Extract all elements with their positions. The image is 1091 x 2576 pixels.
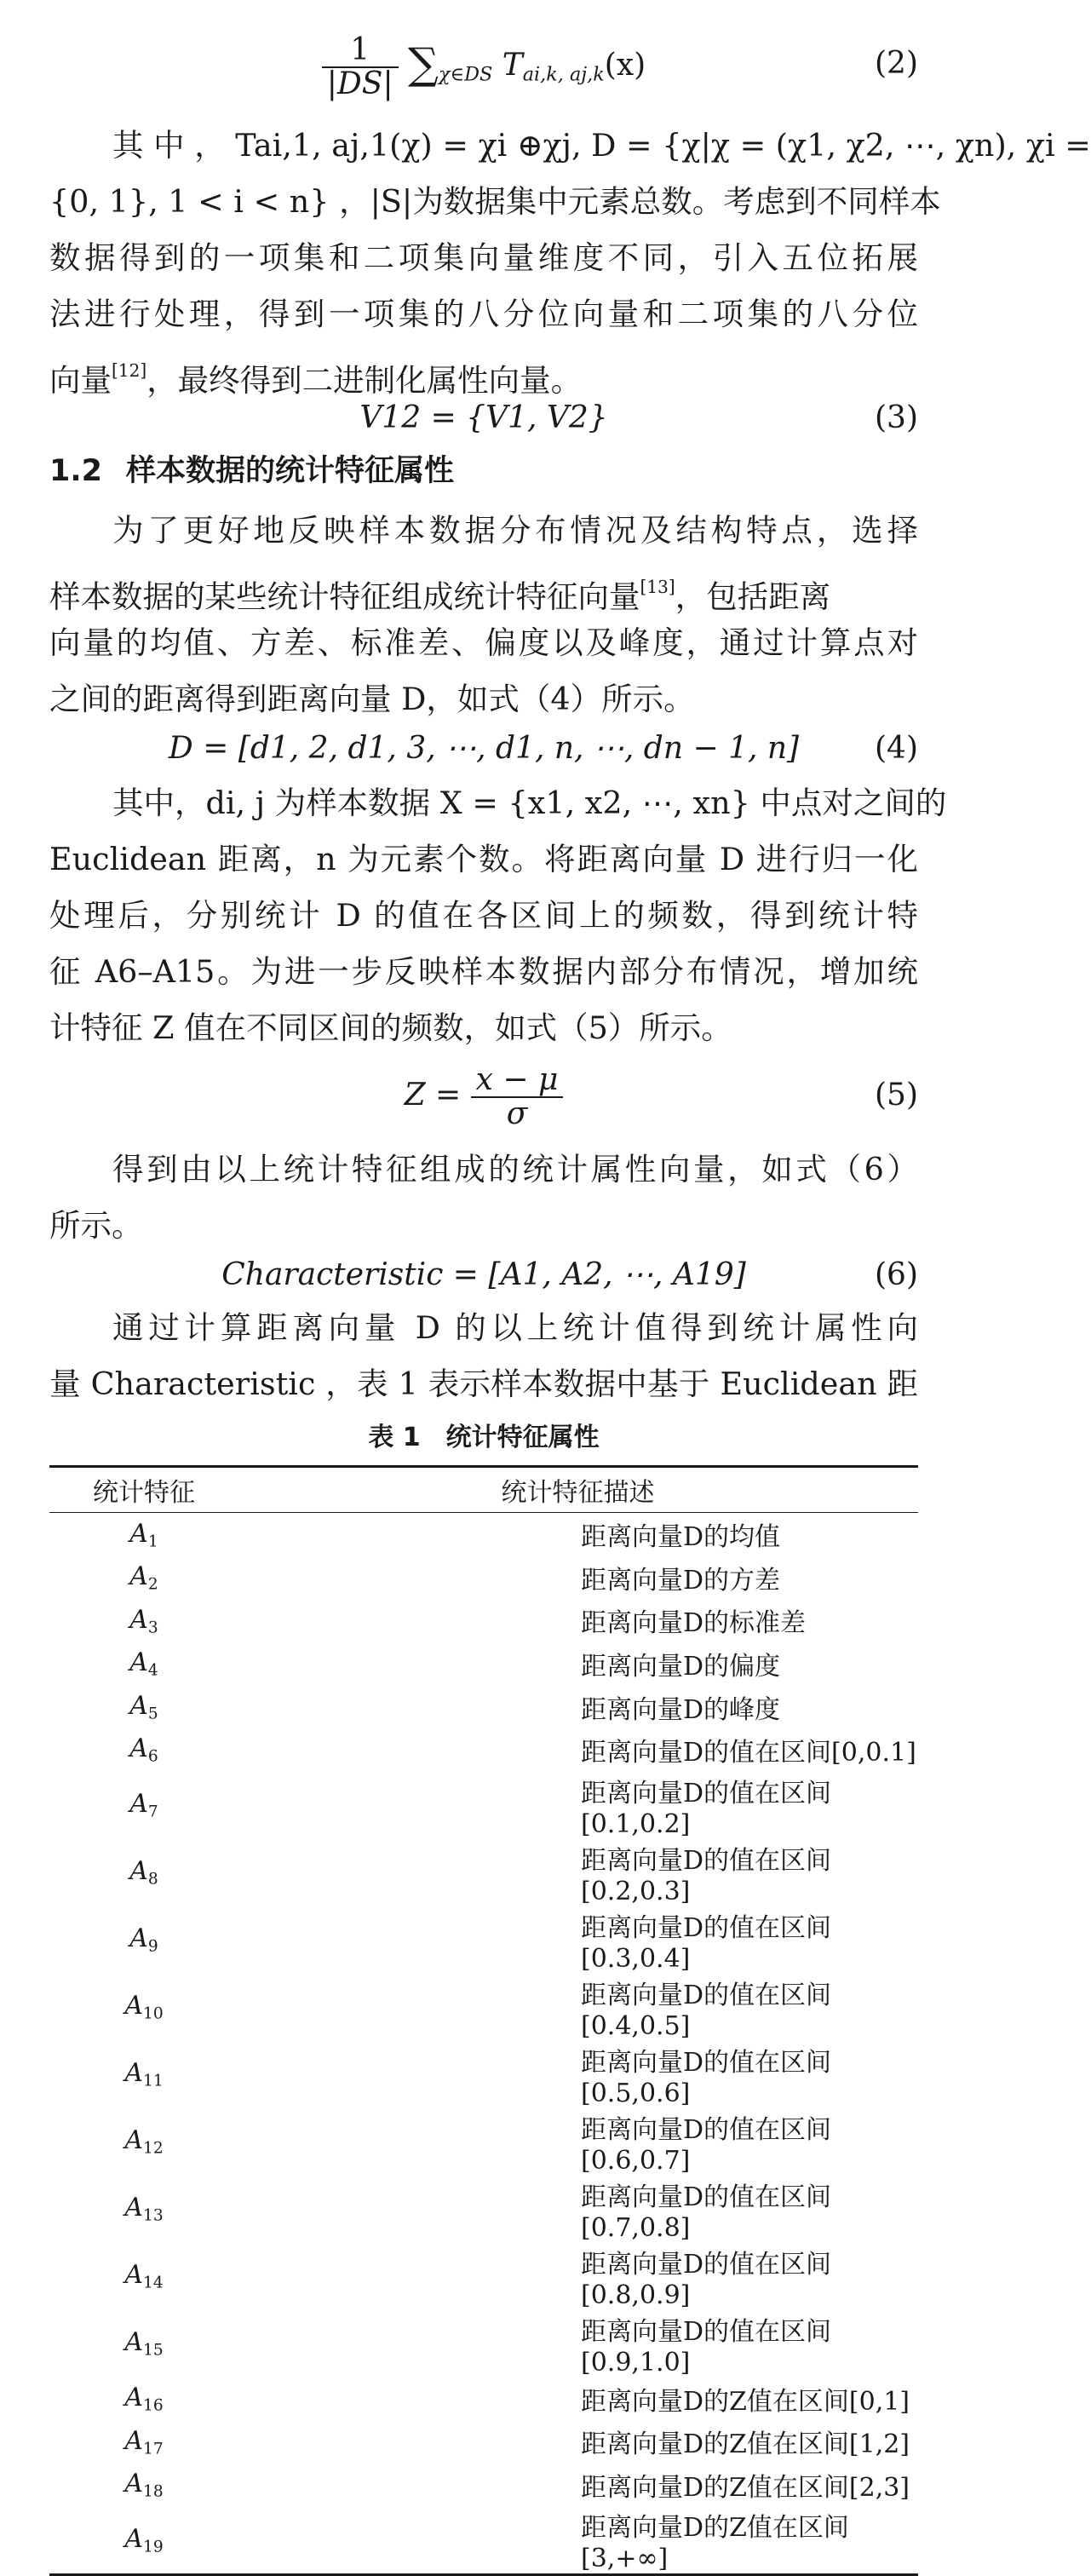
table-row [49, 1685, 918, 1728]
table-body [49, 1513, 918, 2575]
feature-symbol: $A_{17}$ [124, 2425, 164, 2458]
equation-6-body: Characteristic = [A1, A2, ⋯, A19] [221, 1257, 746, 1292]
para2-line3: 向量的均值、方差、标准差、偏度以及峰度，通过计算点对 [49, 624, 918, 661]
table-caption [49, 1414, 918, 1462]
feature-description: 距离向量D的Z值在区间[1,2] [581, 2429, 910, 2460]
fraction-numerator: x − μ [475, 1062, 559, 1098]
para1-line1: 其 中 ， Tai,1, aj,1(χ) = χi ⊕χj, D = {χ|χ = (χ1, χ2, ⋯, χn), χi = [112, 127, 1091, 164]
table-row [49, 1974, 918, 2041]
para3-line3: 处理后，分别统计 D 的值在各区间上的频数，得到统计特 [49, 897, 918, 934]
fraction-numerator: 1 [350, 32, 370, 68]
feature-symbol: $A_8$ [129, 1856, 158, 1889]
equation-6 [49, 1245, 918, 1305]
para2-line2-post: ，包括距离 [675, 578, 831, 616]
para4-line2: 所示。 [49, 1207, 143, 1244]
equation-5-number: (5) [875, 1078, 918, 1113]
feature-description: 距离向量D的方差 [581, 1565, 781, 1596]
para1-line5-pre: 向量 [49, 362, 112, 400]
para3-line1: 其中，di, j 为样本数据 X = {x1, x2, ⋯, xn} 中点对之间的 [112, 785, 947, 821]
table-row [49, 2243, 918, 2310]
equation-2 [49, 17, 918, 111]
table-caption-label: 表 1 [368, 1423, 421, 1452]
term-subscript: ai,k, aj,k [522, 63, 605, 86]
table-row [49, 2506, 918, 2575]
para1-line3: 数据得到的一项集和二项集向量维度不同，引入五位拓展 [49, 239, 918, 276]
feature-description: 距离向量D的值在区间[0,0.1] [581, 1738, 916, 1768]
section-heading [49, 443, 918, 499]
feature-description: 距离向量D的峰度 [581, 1694, 781, 1725]
para2-line2 [49, 559, 918, 615]
table-header-row [49, 1467, 918, 1513]
table-row [49, 1513, 918, 1556]
table-row [49, 2176, 918, 2243]
feature-description: 距离向量D的均值 [581, 1522, 781, 1553]
summation-subscript: χ∈DS [439, 63, 493, 86]
equation-2-body [49, 17, 918, 122]
equation-4 [49, 719, 918, 779]
feature-description: 距离向量D的值在区间[0.8,0.9] [581, 2249, 832, 2310]
feature-symbol: $A_{10}$ [124, 1991, 164, 2023]
para5-line2: 量 Characteristic ，表 1 表示样本数据中基于 Euclidean 距 [49, 1366, 918, 1402]
feature-description: 距离向量D的标准差 [581, 1608, 807, 1639]
equation-5-body [49, 1053, 918, 1138]
feature-description: 距离向量D的值在区间[0.9,1.0] [581, 2316, 832, 2378]
table-row [49, 2310, 918, 2378]
term-argument: (x) [604, 47, 646, 83]
feature-symbol: $A_4$ [129, 1647, 158, 1680]
equation-4-body: D = [d1, 2, d1, 3, ⋯, d1, n, ⋯, dn − 1, n] [168, 731, 800, 766]
para1-line4: 法进行处理，得到一项集的八分位向量和二项集的八分位 [49, 296, 918, 332]
table-row [49, 1556, 918, 1600]
feature-description: 距离向量D的值在区间[0.5,0.6] [581, 2047, 832, 2108]
feature-symbol: $A_9$ [129, 1923, 158, 1956]
section-title: 样本数据的统计特征属性 [126, 454, 455, 488]
feature-symbol: $A_{15}$ [124, 2327, 164, 2360]
feature-description: 距离向量D的值在区间[0.6,0.7] [581, 2114, 832, 2176]
summation-sign: ∑ [408, 38, 439, 89]
table-row [49, 2108, 918, 2176]
feature-description: 距离向量D的Z值在区间[2,3] [581, 2473, 910, 2504]
para5-line1: 通过计算距离向量 D 的以上统计值得到统计属性向 [112, 1309, 918, 1346]
para3-line2: Euclidean 距离，n 为元素个数。将距离向量 D 进行归一化 [49, 841, 918, 877]
table-header-feature: 统计特征 [93, 1478, 195, 1508]
feature-symbol: $A_{14}$ [124, 2260, 164, 2292]
feature-symbol: $A_{19}$ [124, 2524, 164, 2556]
feature-symbol: $A_{12}$ [124, 2125, 164, 2158]
feature-symbol: $A_2$ [129, 1561, 158, 1594]
fraction-denominator: σ [471, 1096, 564, 1130]
equation-6-number: (6) [875, 1257, 918, 1292]
equation-5-lhs: Z = [404, 1078, 462, 1113]
term-symbol: T [502, 47, 523, 83]
table-caption-title: 统计特征属性 [445, 1423, 600, 1452]
equation-5 [49, 1053, 918, 1138]
section-number: 1.2 [49, 454, 103, 488]
statistics-table [49, 1465, 918, 2576]
table-header-description: 统计特征描述 [501, 1478, 655, 1508]
para2-line4: 之间的距离得到距离向量 D，如式（4）所示。 [49, 681, 695, 717]
reference-13: [13] [640, 577, 675, 597]
para1-line5-post: ，最终得到二进制化属性向量。 [146, 362, 583, 400]
table-row [49, 1839, 918, 1906]
table-row [49, 2464, 918, 2507]
feature-symbol: $A_1$ [129, 1518, 158, 1551]
table-row [49, 2420, 918, 2464]
feature-symbol: $A_{11}$ [124, 2058, 164, 2090]
equation-4-number: (4) [875, 731, 918, 766]
feature-symbol: $A_{16}$ [124, 2383, 164, 2415]
feature-symbol: $A_{13}$ [124, 2193, 164, 2225]
feature-description: 距离向量D的Z值在区间[0,1] [581, 2386, 910, 2417]
feature-description: 距离向量D的值在区间[0.7,0.8] [581, 2182, 832, 2243]
table-row [49, 1642, 918, 1686]
feature-description: 距离向量D的值在区间[0.2,0.3] [581, 1845, 832, 1906]
reference-12: [12] [112, 360, 147, 381]
para3-line5: 计特征 Z 值在不同区间的频数，如式（5）所示。 [49, 1009, 732, 1046]
table-row [49, 1728, 918, 1772]
fraction-denominator: |DS| [322, 66, 399, 101]
table-row [49, 1599, 918, 1642]
feature-description: 距离向量D的值在区间[0.1,0.2] [581, 1778, 832, 1839]
para1-line2: {0, 1}, 1 < i < n} ，|S|为数据集中元素总数。考虑到不同样本 [49, 183, 941, 220]
table-row [49, 2378, 918, 2421]
equation-2-fraction [322, 34, 399, 101]
table-row [49, 1772, 918, 1839]
para3-line4: 征 A6–A15。为进一步反映样本数据内部分布情况，增加统 [49, 953, 918, 990]
feature-symbol: $A_7$ [129, 1789, 158, 1821]
feature-symbol: $A_6$ [129, 1734, 158, 1767]
table-row [49, 1906, 918, 1974]
equation-5-fraction [471, 1064, 564, 1130]
feature-symbol: $A_5$ [129, 1690, 158, 1723]
feature-description: 距离向量D的值在区间[0.4,0.5] [581, 1980, 832, 2041]
feature-description: 距离向量D的值在区间[0.3,0.4] [581, 1912, 832, 1974]
table-row [49, 2041, 918, 2108]
para4-line1: 得到由以上统计特征组成的统计属性向量，如式（6） [112, 1151, 918, 1187]
para2-line2-pre: 样本数据的某些统计特征组成统计特征向量 [49, 578, 640, 616]
feature-description: 距离向量D的Z值在区间[3,+∞] [581, 2513, 849, 2574]
feature-symbol: $A_3$ [129, 1604, 158, 1637]
equation-2-number: (2) [875, 46, 918, 81]
feature-description: 距离向量D的偏度 [581, 1652, 781, 1682]
feature-symbol: $A_{18}$ [124, 2469, 164, 2501]
equation-3-number: (3) [875, 400, 918, 435]
equation-3 [49, 388, 918, 448]
equation-3-body: V12 = {V1, V2} [359, 400, 608, 435]
para2-line1: 为了更好地反映样本数据分布情况及结构特点，选择 [112, 512, 918, 549]
